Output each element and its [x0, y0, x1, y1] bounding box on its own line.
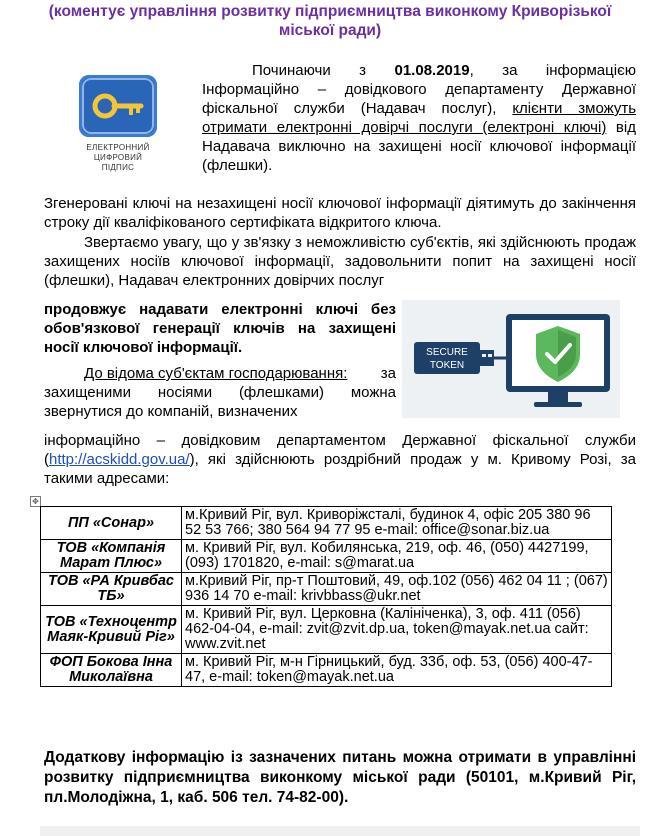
page-bottom-strip	[40, 826, 640, 836]
address-cell: м. Кривий Ріг, вул. Кобилянська, 219, оф. 46, (050) 4427199, (093) 1701820, e-mail: s@marat.ua	[182, 540, 612, 573]
paragraph-info-left	[84, 364, 396, 383]
token-label-1: SECURE	[426, 347, 468, 358]
secure-token-illustration	[402, 300, 620, 418]
address-cell: м. Кривий Ріг, вул. Церковна (Калініченка), 3, оф. 411 (056) 462-04-04, e-mail: zvit@zvit.dp.ua, token@mayak.net.ua сайт: www.zvit.net	[182, 606, 612, 654]
footer-contact-info: Додаткову інформацію із зазначених питань можна отримати в управлінні розвитку підприємництва виконкому міської ради (50101, м.Кривий Ріг, пл.Молодіжна, 1, каб. 506 тел. 74-82-00).	[44, 749, 636, 806]
intro-underlined: клієнти зможуть отримати електронні довірчі послуги (електроні ключі)	[202, 100, 637, 136]
header-line-1: (коментує управління розвитку підприємництва виконкому Криворізької	[48, 3, 612, 20]
address-cell: м. Кривий Ріг, м-н Гірницький, буд. 33б, оф. 53, (056) 400-47-47, e-mail: token@mayak.net.ua	[182, 654, 612, 687]
org-cell: ПП «Сонар»	[41, 507, 182, 540]
notice-bold-block	[44, 300, 396, 357]
acskidd-link[interactable]: http://acskidd.gov.ua/	[49, 451, 190, 468]
intro-date: 01.08.2019	[394, 62, 470, 79]
table-row	[41, 573, 612, 606]
notice-end: .	[237, 339, 243, 356]
intro-lead: Починаючи з	[252, 62, 395, 79]
paragraph-unsecured-keys: Згенеровані ключі на незахищені носії ключової інформації діятимуть до закінчення строку дії кваліфікованого сертифіката відкритого ключа.	[44, 195, 636, 231]
table-row	[41, 654, 612, 687]
org-cell: ТОВ «Техноцентр Маяк-Кривий Ріг»	[41, 606, 182, 654]
address-cell: м.Кривий Ріг, вул. Криворіжсталі, будинок 4, офіс 205 380 96 52 53 766; 380 564 94 77 95 e-mail: office@sonar.biz.ua	[182, 507, 612, 540]
table-row	[41, 507, 612, 540]
info-underlined: До відома суб'єктам господарювання:	[84, 365, 348, 382]
header-line-2: міської ради)	[278, 22, 382, 39]
info-end: ), які здійснюють роздрібний продаж у м. Кривому Розі, за такими адресами:	[44, 451, 636, 487]
address-cell: м.Кривий Ріг, пр-т Поштовий, 49, оф.102 (056) 462 04 11 ; (067) 936 14 70 e-mail: krivbbass@ukr.net	[182, 573, 612, 606]
intro-tail: від Надавача виключно на захищені носії ключової інформації (флешки).	[202, 119, 636, 174]
document-header	[30, 2, 630, 40]
notice-text: Звертаємо увагу, що у зв'язку з неможливістю суб'єктів, які здійснюють продаж захищених носіїв ключової інформації, задовольнити попит на захищені носії (флешки), Надавач електронних довірчих послуг	[44, 234, 636, 289]
logo-caption-line: ЕЛЕКТРОННИЙ	[86, 143, 150, 152]
info-text-part: захищеними носіями (флешками) можна звернутися до компаній, визначених	[44, 384, 396, 420]
addresses-table	[40, 506, 612, 687]
org-cell: ТОВ «РА Кривбас ТБ»	[41, 573, 182, 606]
org-cell: ФОП Бокова Інна Миколаївна	[41, 654, 182, 687]
table-row	[41, 606, 612, 654]
paragraph-info-continued	[44, 431, 636, 488]
paragraph-notice	[44, 233, 636, 290]
intro-mid: , за інформацією Інформаційно – довідкового департаменту Державної фіскальної служби (Надавач послуг),	[202, 62, 636, 117]
digital-signature-logo	[74, 75, 162, 187]
logo-caption-line: ПІДПИС	[101, 163, 135, 172]
org-cell: ТОВ «Компанія Марат Плюс»	[41, 540, 182, 573]
info-word-za: за	[380, 365, 396, 382]
table-move-handle[interactable]: ✥	[30, 496, 41, 507]
usb-token-icon	[414, 342, 494, 374]
token-label-2: TOKEN	[429, 360, 465, 371]
paragraph-info-body	[44, 383, 396, 421]
paragraph-intro	[202, 61, 636, 175]
logo-caption-line: ЦИФРОВИЙ	[93, 153, 143, 162]
notice-bold: продовжує надавати електронні ключі без обов'язкової генерації ключів на захищені носії ключової інформації	[44, 301, 396, 356]
logo-caption	[74, 143, 162, 173]
info-text-part: інформаційно – довідковим департаментом Державної фіскальної служби (	[44, 432, 636, 468]
key-icon	[79, 75, 157, 137]
table-row	[41, 540, 612, 573]
